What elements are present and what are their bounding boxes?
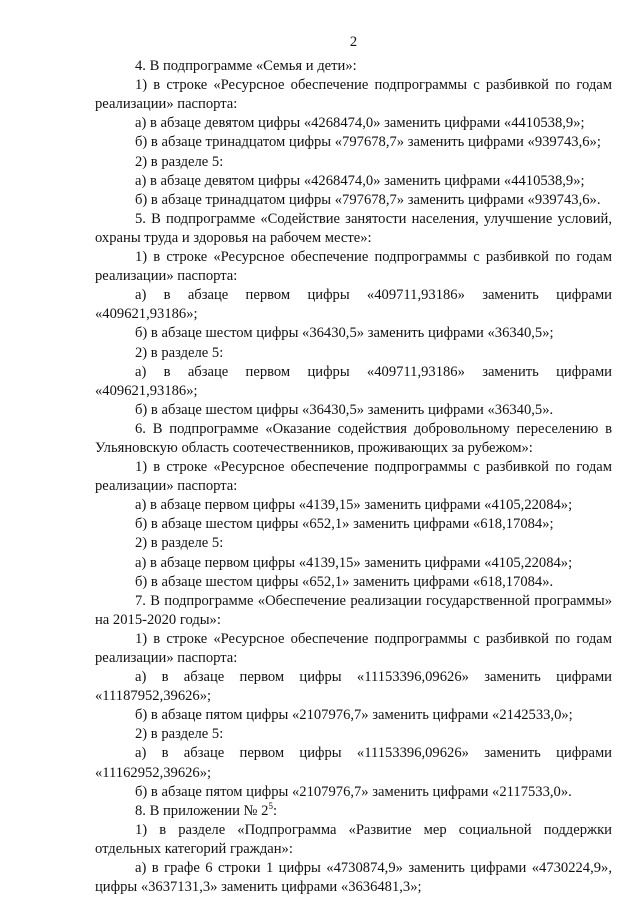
- page-number: 2: [349, 34, 358, 50]
- paragraph-sub-b: б) в абзаце пятом цифры «2107976,7» заменить цифрами «2142533,0»;: [135, 707, 573, 724]
- paragraph-sub-b: б) в абзаце шестом цифры «652,1» заменить цифрами «618,17084»;: [135, 516, 554, 533]
- item-8-text: 8. В приложении № 2: [135, 802, 269, 819]
- paragraph-sub-a: а) в графе 6 строки 1 цифры «4730874,9» заменить цифрами «4730224,9», цифры «3637131,3» заменить цифрами «3636481,3»;: [95, 860, 612, 896]
- paragraph-item-8: [95, 802, 612, 821]
- paragraph-sub-a: а) в абзаце первом цифры «11153396,09626» заменить цифрами «11187952,39626»;: [95, 669, 612, 705]
- paragraph-item-5: 5. В подпрограмме «Содействие занятости населения, улучшение условий, охраны труда и здоровья на рабочем месте»:: [95, 210, 612, 246]
- paragraph-sub-a: а) в абзаце девятом цифры «4268474,0» заменить цифрами «4410538,9»;: [135, 172, 585, 189]
- appendix-superscript: 5: [268, 800, 273, 811]
- paragraph-sub-b: б) в абзаце шестом цифры «36430,5» заменить цифрами «36340,5».: [135, 401, 554, 418]
- paragraph-section-5: 2) в разделе 5:: [135, 344, 224, 361]
- paragraph-passport-row: 1) в строке «Ресурсное обеспечение подпрограммы с разбивкой по годам реализации» паспорта:: [95, 459, 612, 495]
- paragraph-sub-a: а) в абзаце первом цифры «409711,93186» заменить цифрами «409621,93186»;: [95, 363, 612, 399]
- paragraph-item-7: 7. В подпрограмме «Обеспечение реализации государственной программы» на 2015-2020 годы»:: [95, 592, 612, 628]
- paragraph-section-5: 2) в разделе 5:: [135, 535, 224, 552]
- paragraph-sub-b: б) в абзаце тринадцатом цифры «797678,7» заменить цифрами «939743,6».: [135, 191, 601, 208]
- paragraph-item-4: 4. В подпрограмме «Семья и дети»:: [135, 58, 357, 75]
- paragraph-sub-a: а) в абзаце первом цифры «4139,15» заменить цифрами «4105,22084»;: [135, 554, 573, 571]
- paragraph-section-5: 2) в разделе 5:: [135, 726, 224, 743]
- paragraph-sub-a: а) в абзаце первом цифры «409711,93186» заменить цифрами «409621,93186»;: [95, 287, 612, 323]
- paragraph-passport-row: 1) в строке «Ресурсное обеспечение подпрограммы с разбивкой по годам реализации» паспорта:: [95, 249, 612, 285]
- paragraph-item-6: 6. В подпрограмме «Оказание содействия добровольному переселению в Ульяновскую область соотечественников, проживающих за рубежом»:: [95, 420, 612, 456]
- paragraph-sub-a: а) в абзаце девятом цифры «4268474,0» заменить цифрами «4410538,9»;: [135, 115, 585, 132]
- paragraph-sub-b: б) в абзаце шестом цифры «36430,5» заменить цифрами «36340,5»;: [135, 325, 554, 342]
- paragraph-sub-a: а) в абзаце первом цифры «11153396,09626» заменить цифрами «11162952,39626»;: [95, 745, 612, 781]
- paragraph-sub-b: б) в абзаце тринадцатом цифры «797678,7» заменить цифрами «939743,6»;: [135, 134, 601, 151]
- paragraph-section-5: 2) в разделе 5:: [135, 153, 224, 170]
- paragraph-sub-b: б) в абзаце пятом цифры «2107976,7» заменить цифрами «2117533,0».: [135, 783, 572, 800]
- paragraph-sub-b: б) в абзаце шестом цифры «652,1» заменить цифрами «618,17084».: [135, 573, 554, 590]
- paragraph-section-subprogram: 1) в разделе «Подпрограмма «Развитие мер социальной поддержки отдельных категорий граждан»:: [95, 821, 612, 857]
- paragraph-passport-row: 1) в строке «Ресурсное обеспечение подпрограммы с разбивкой по годам реализации» паспорта:: [95, 77, 612, 113]
- item-8-colon: :: [272, 802, 277, 819]
- paragraph-passport-row: 1) в строке «Ресурсное обеспечение подпрограммы с разбивкой по годам реализации» паспорта:: [95, 630, 612, 666]
- paragraph-sub-a: а) в абзаце первом цифры «4139,15» заменить цифрами «4105,22084»;: [135, 497, 573, 514]
